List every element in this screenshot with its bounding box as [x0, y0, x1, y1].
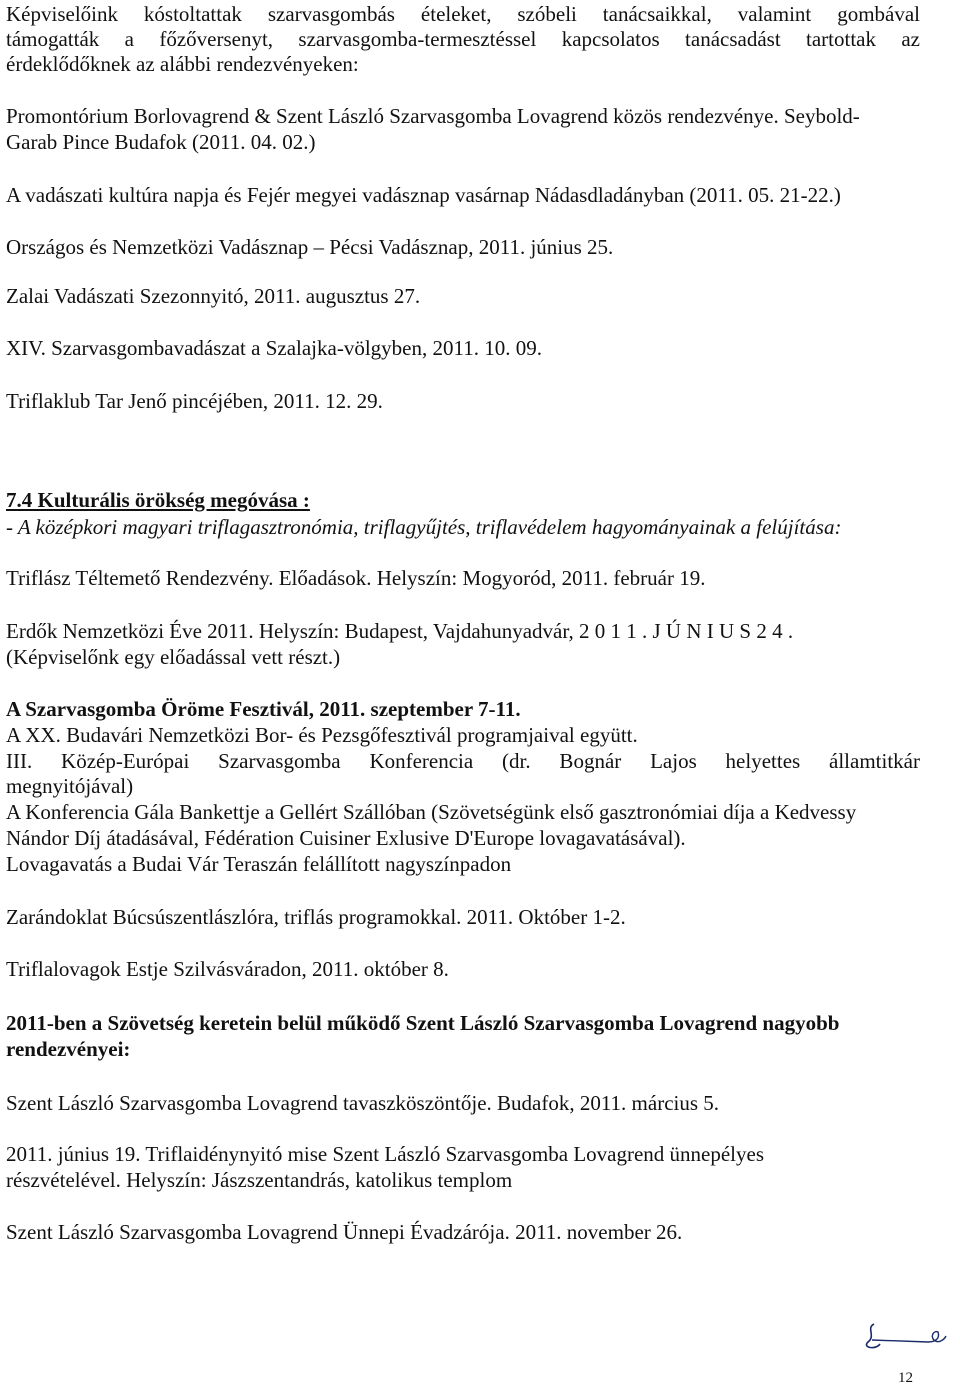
federation-heading-line-1: 2011-ben a Szövetség keretein belül működő Szent László Szarvasgomba Lovagrend nagyobb	[6, 1011, 840, 1035]
federation-item-1: Szent László Szarvasgomba Lovagrend tavaszköszöntője. Budafok, 2011. március 5.	[6, 1091, 720, 1115]
federation-item-2-line-2: részvételével. Helyszín: Jászszentandrás, katolikus templom	[6, 1168, 513, 1192]
intro-line-1: Képviselőink kóstoltattak szarvasgombás ételeket, szóbeli tanácsaikkal, valamint gombával	[6, 2, 920, 26]
festival-line-3: III. Közép-Európai Szarvasgomba Konferencia (dr. Bognár Lajos helyettes államtitkár	[6, 749, 920, 773]
event-5: XIV. Szarvasgombavadászat a Szalajka-völgyben, 2011. 10. 09.	[6, 336, 542, 360]
festival-title: A Szarvasgomba Öröme Fesztivál, 2011. szeptember 7-11.	[6, 697, 521, 721]
federation-item-2-line-1: 2011. június 19. Triflaidénynyitó mise Szent László Szarvasgomba Lovagrend ünnepélyes	[6, 1142, 765, 1166]
event-6: Triflaklub Tar Jenő pincéjében, 2011. 12. 29.	[6, 389, 383, 413]
intro-line-3: érdeklődőknek az alábbi rendezvényeken:	[6, 52, 359, 76]
event-4: Zalai Vadászati Szezonnyitó, 2011. augusztus 27.	[6, 284, 421, 308]
festival-line-6: Nándor Díj átadásával, Fédération Cuisiner Exlusive D'Europe lovagavatásával).	[6, 826, 686, 850]
event-1-line-2: Garab Pince Budafok (2011. 04. 02.)	[6, 130, 316, 154]
signature-mark	[858, 1318, 948, 1358]
culture-item-2-line-2: (Képviselőnk egy előadással vett részt.)	[6, 645, 341, 669]
federation-item-3: Szent László Szarvasgomba Lovagrend Ünnepi Évadzárója. 2011. november 26.	[6, 1220, 683, 1244]
culture-item-5: Triflalovagok Estje Szilvásváradon, 2011. október 8.	[6, 957, 449, 981]
federation-heading-line-2: rendezvényei:	[6, 1037, 131, 1061]
festival-line-7: Lovagavatás a Budai Vár Teraszán felállított nagyszínpadon	[6, 852, 512, 876]
section-subheading: - A középkori magyari triflagasztronómia, triflagyűjtés, triflavédelem hagyományainak a felújítása:	[6, 515, 842, 539]
culture-item-2-line-1: Erdők Nemzetközi Éve 2011. Helyszín: Budapest, Vajdahunyadvár, 2 0 1 1 . J Ú N I U S 2 4 .	[6, 619, 794, 643]
event-1-line-1: Promontórium Borlovagrend & Szent László Szarvasgomba Lovagrend közös rendezvénye. Seybold-	[6, 104, 860, 128]
page-number: 12	[898, 1370, 913, 1386]
culture-item-4: Zarándoklat Búcsúszentlászlóra, triflás programokkal. 2011. Október 1-2.	[6, 905, 626, 929]
festival-line-4: megnyitójával)	[6, 774, 134, 798]
event-3: Országos és Nemzetközi Vadásznap – Pécsi Vadásznap, 2011. június 25.	[6, 235, 614, 259]
intro-line-2: támogatták a főzőversenyt, szarvasgomba-termesztéssel kapcsolatos tanácsadást tartottak az	[6, 27, 920, 51]
culture-item-1: Triflász Téltemető Rendezvény. Előadások. Helyszín: Mogyoród, 2011. február 19.	[6, 566, 706, 590]
festival-line-5: A Konferencia Gála Bankettje a Gellért Szállóban (Szövetségünk első gasztronómiai díja a Kedvessy	[6, 800, 857, 824]
section-heading: 7.4 Kulturális örökség megóvása :	[6, 488, 310, 512]
event-2: A vadászati kultúra napja és Fejér megyei vadásznap vasárnap Nádasdladányban (2011. 05. 21-22.)	[6, 183, 841, 207]
festival-line-2: A XX. Budavári Nemzetközi Bor- és Pezsgőfesztivál programjaival együtt.	[6, 723, 638, 747]
